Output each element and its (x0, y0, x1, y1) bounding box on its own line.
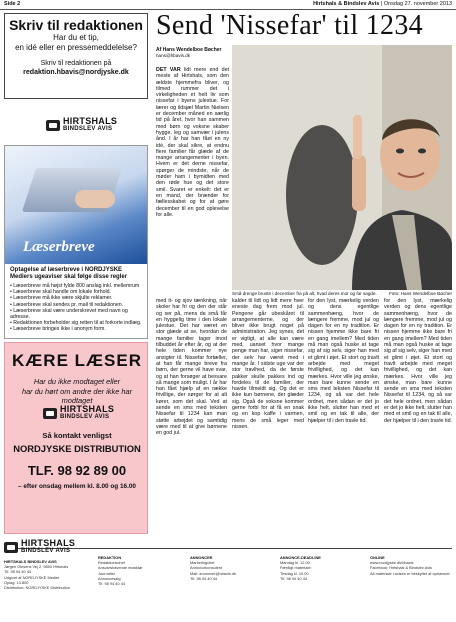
rule-item: • Læserbreve må højst fylde 800 anslag inkl. mellemrum (10, 283, 140, 289)
byline-email[interactable]: hans@hbavis.dk (156, 53, 191, 58)
footer-line: Journalist (98, 570, 115, 576)
ad-line2: har du hørt om andre der ikke har modtaget (21, 387, 133, 405)
footer-line: Marketingchef (190, 560, 215, 566)
photo-credit: Foto: Hans Wendelboe Bøcher (389, 291, 452, 296)
logo-name: HIRTSHALS (21, 538, 76, 548)
footer-line: Tlf. 98 94 40 44 (280, 575, 308, 581)
footer-line: Alt materiale i avisen er beskyttet af ophavsret (370, 570, 450, 576)
logo-name: HIRTSHALS (63, 116, 118, 126)
rule-item: • Læserbreve skal være underskrevet med navn og adresse. (10, 307, 128, 321)
article-headline: Send 'Nissefar' til 1234 (156, 10, 423, 41)
footer-line: Oplag: 13.800 (4, 579, 29, 585)
ad-logo (43, 405, 114, 421)
footer-col-title: ANNONCER (190, 555, 213, 560)
page-header-bar (0, 0, 456, 10)
ad-hours: – efter onsdag mellem kl. 8.00 og 16.00 (18, 483, 136, 490)
header-meta: Hirtshals & Bindslev Avis | Onsdag 27. november 2013 (313, 1, 452, 7)
article-column-2: med it- og sjov tænkning, når skoler har fri og den der står og ser på, mens de små får en hyggelig time i den lokale julestue. Det har været en stor glæde at se, hvordan de mange familier tager imod tilbuddet år efter år, og at der hele tiden kommer nye ansigter til. Nissefar fortæller, at han får mange breve fra børn, der gerne vil have svar, og at han forsøger at besvare så mange som muligt. I år har han fået hjælp af en række frivillige, der sørger for at alt kører, som det skal. Ved at sende en sms med teksten Nissefar til 1234 kan man støtte arbejdet og samtidig være med til at give børnene en god jul. (156, 298, 227, 437)
rule-item: • Læserbreve bringes ikke i anonym form. (10, 326, 106, 333)
logo-name: HIRTSHALS (60, 404, 115, 414)
footer-line: Tirsdag kl. 10.00 (280, 570, 309, 576)
hand-illustration (75, 190, 115, 208)
article-column-3: kalder til lidt og lidt mere hver eneste dag frem mod jul. Pengene går ubeskåret til arrangementerne, og der bliver ikke brugt noget på administration. Jeg synes, det er vigtigt, at alle kan være med, uanset hvor mange penge man har, siger nissefar, der selv har været med i mange år. I sidste uge var der stor travlhed, da de første pakker skulle pakkes ind og fordeles til de familier, der havde tilmeldt sig. Og det er ikke kun børnene, der glæder sig. Også de voksne kommer gerne forbi for at få en snak og en kop kaffe i varmen, mens de små leger med nissen. (232, 298, 304, 430)
logo-mark-icon (4, 542, 18, 553)
footer-line: Tlf. 98 94 40 44 (4, 569, 32, 575)
footer-line: Ansvarshavende redaktør (98, 565, 143, 571)
footer-col-3 (190, 555, 274, 581)
footer-line: Tlf. 98 94 40 44 (190, 575, 218, 581)
footer-col-title: ONLINE (370, 555, 385, 560)
footer-logo (4, 539, 75, 555)
byline-name: Af Hans Wendelboe Bøcher (156, 47, 222, 53)
footer-col-title: ANNONCE-DEADLINE (280, 555, 321, 560)
laeserbreve-rules (5, 264, 148, 339)
ad-company: NORDJYSKE DISTRIBUTION (13, 443, 141, 454)
rules-heading: Optagelse af læserbreve i NORDJYSKE Mediers ugeaviser skal følge disse regler (10, 267, 128, 280)
footer-line: Distribution: NORDJYSKE Distribution (4, 585, 70, 591)
article-column-4: for den lyst, mærkelig verden og dens egentlige sammenhæng, hvor de længere fremme, mod jul og dagen for en ny tradition. Er nissen hjemme ikke bare fri en gang imellem? Med tiden må man også huske at tage sig af sig selv, siger han med et glimt i øjet. Et stort og travlt arbejde med meget frivillighed, og det kan mærkes. Hvor ville jeg ønske, man bare kunne sende en sms med teksten Nissefar til 1234, og så var det hele ordnet, men sådan er det jo ikke helt, slutter han med et smil og en tak til alle, der hjælper til i den travle tid. (308, 298, 379, 424)
colophon-footer (4, 538, 452, 620)
caption-text: Små drenge bruste i december fra på alt, hvad deres mor og far sagde. (232, 291, 377, 296)
article-photo (232, 45, 452, 290)
laeserbreve-title: Læserbreve (23, 239, 95, 255)
footer-website-link[interactable]: www.nordjyske.dk/hbavis (370, 560, 414, 566)
footer-line: Udgivet af NORDJYSKE Medier (4, 574, 60, 580)
ad-phone[interactable]: TLF. 98 92 89 00 (27, 463, 127, 478)
logo-mark-icon (46, 120, 60, 131)
hirtshals-logo (46, 117, 117, 133)
redaktion-line1: Har du et tip, (53, 33, 99, 42)
issue-date: Onsdag 27. november 2013 (383, 1, 452, 7)
redaktion-box (4, 13, 148, 99)
left-column (4, 13, 148, 338)
logo-sub: BINDSLEV AVIS (63, 126, 113, 132)
article-column-1 (156, 67, 229, 287)
distribution-ad (4, 342, 148, 534)
redaktion-email-link[interactable]: redaktion.hbavis@nordjyske.dk (23, 69, 129, 76)
ad-contact: Så kontakt venligst (42, 431, 112, 440)
footer-line: Facebook: Hirtshals & Bindslev Avis (370, 565, 432, 571)
ad-heading: KÆRE LÆSER (12, 351, 142, 370)
paper-name: Hirtshals & Bindslev Avis (313, 1, 380, 7)
footer-line: Redaktionschef (98, 560, 125, 566)
footer-col-2 (98, 555, 184, 586)
redaktion-heading: Skriv til redaktionen (9, 17, 143, 33)
ad-line1: Har du ikke modtaget eller (33, 377, 121, 386)
rule-item: • Læserbreve må ikke være skjulte reklamer. (10, 295, 113, 302)
footer-col-title: HIRTSHALS BINDSLEV AVIS (4, 559, 57, 564)
laptop-photo (5, 146, 148, 264)
photo-caption (232, 291, 452, 297)
footer-line: Annoncekonsulent (190, 565, 223, 571)
footer-line: Tlf. 98 94 40 44 (98, 581, 126, 587)
footer-col-4 (280, 555, 364, 581)
footer-line[interactable]: Mail: annoncer@hbavis.dk (190, 570, 236, 576)
rule-item: • Redaktionen forbeholder sig retten til at forkorte indlæg. (10, 320, 142, 327)
footer-line: Annoncesalg (98, 575, 121, 581)
rule-item: • Læserbreve skal handle om lokale forhold. (10, 289, 112, 296)
page-label: Side 2 (4, 1, 21, 7)
logo-sub: BINDSLEV AVIS (21, 548, 71, 554)
footer-line: Jørgen Olesens Vej 2, 9850 Hirtshals (4, 564, 69, 570)
man-photo-illustration (232, 45, 452, 290)
footer-col-1 (4, 559, 92, 590)
logo-mark-icon (43, 408, 57, 419)
footer-col-title: REDAKTION (98, 555, 122, 560)
laeserbreve-panel (4, 145, 148, 339)
redaktion-line3: Skriv til redaktionen på (40, 60, 112, 67)
article-text-1: lidt mere end det meste af Hirtshals, som den ældste hjemmefra bliver, og tilmed rummer det i virkeligheden et helt liv som nissefar i byens julestue. For lærer og ildsjæl Martin Nielsen er december måned en særlig tid på året, hvor han sammen med børn og voksne skaber hygge, leg og samvær i julens ånd. I år har han fået en ny idé, der skal sikre, at endnu flere familier får glæde af de mange arrangementer i byen. Hvem er det derne nissefar, spørger de mindste, når de møder ham i bymidten med den røde hue og det store smil. Svaret er enkelt: det er en mand, der brænder for fællesskabet og for at gøre december til en god oplevelse for alle. (156, 67, 229, 218)
lead-word: DET VAR (156, 67, 181, 73)
redaktion-line2: en idé eller en pressemeddelelse? (15, 43, 137, 52)
article-column-5: for den lyst, mærkelig verden og dens egentlige sammenhæng, hvor de længere fremme, mod jul og dagen for en ny tradition. Er nissen hjemme ikke bare fri en gang imellem? Med tiden må man også huske at tage sig af sig selv, siger han med et glimt i øjet. Et stort og travlt arbejde med meget frivillighed, og det kan mærkes. Hvor ville jeg ønske, man bare kunne sende en sms med teksten Nissefar til 1234, og så var det hele ordnet, men sådan er det jo ikke helt, slutter han med et smil og en tak til alle, der hjælper til i den travle tid. (384, 298, 452, 424)
rule-item: • Læserbreve skal sendes pr. mail til redaktionen. (10, 301, 124, 308)
footer-line: Færdigt materiale: (280, 565, 312, 571)
footer-col-5 (370, 555, 452, 576)
logo-sub: BINDSLEV AVIS (60, 414, 110, 420)
footer-line: Mandag kl. 12.00 (280, 560, 310, 566)
